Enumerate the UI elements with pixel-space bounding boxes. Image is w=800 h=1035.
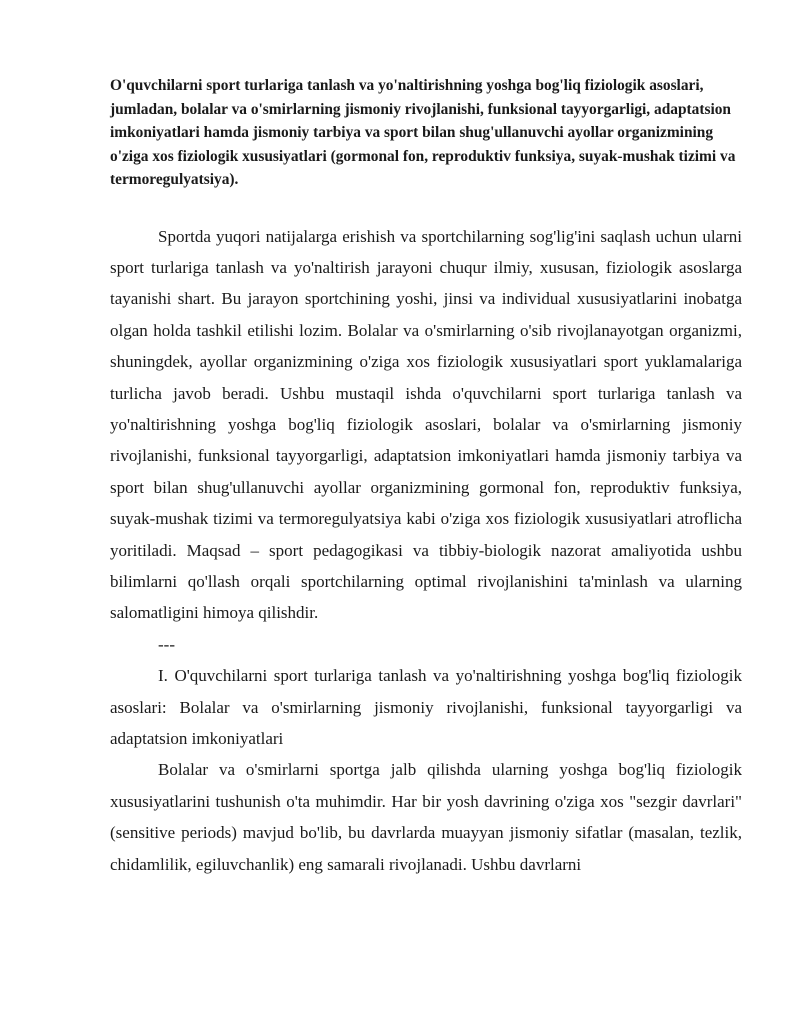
intro-paragraph: Sportda yuqori natijalarga erishish va sportchilarning sog'lig'ini saqlash uchun ularni sport turlariga tanlash va yo'naltirish jarayoni chuqur ilmiy, xususan, fiziologik asoslarga tayanishi shart. Bu jarayon sportchining yoshi, jinsi va individual xususiyatlarini inobatga olgan holda tashkil etilishi lozim. Bolalar va o'smirlarning o'sib rivojlanayotgan organizmi, shuningdek, ayollar organizmining o'ziga xos fiziologik xususiyatlari sport yuklamalariga turlicha javob beradi. Ushbu mustaqil ishda o'quvchilarni sport turlariga tanlash va yo'naltirishning yoshga bog'liq fiziologik asoslari, bolalar va o'smirlarning jismoniy rivojlanishi, funksional tayyorgarligi, adaptatsion imkoniyatlari hamda jismoniy tarbiya va sport bilan shug'ullanuvchi ayollar organizmining gormonal fon, reproduktiv funksiya, suyak-mushak tizimi va termoregulyatsiya kabi o'ziga xos fiziologik xususiyatlari atroflicha yoritiladi. Maqsad – sport pedagogikasi va tibbiy-biologik nazorat amaliyotida ushbu bilimlarni qo'llash orqali sportchilarning optimal rivojlanishini ta'minlash va ularning salomatligini himoya qilishdir. bbox=[110, 226, 742, 623]
document-page bbox=[110, 74, 742, 880]
document-title: O'quvchilarni sport turlariga tanlash va yo'naltirishning yoshga bog'liq fiziologik asoslari, jumladan, bolalar va o'smirlarning jismoniy rivojlanishi, funksional tayyorgarligi, adaptatsion imkoniyatlari hamda jismoniy tarbiya va sport bilan shug'ullanuvchi ayollar organizmining o'ziga xos fiziologik xususiyatlari (gormonal fon, reproduktiv funksiya, suyak-mushak tizimi va termoregulyatsiya). bbox=[110, 77, 736, 188]
section-heading: I. O'quvchilarni sport turlariga tanlash va yo'naltirishning yoshga bog'liq fiziologik asoslari: Bolalar va o'smirlarning jismoniy rivojlanishi, funksional tayyorgarligi va adaptatsion imkoniyatlari bbox=[110, 666, 742, 748]
section-body-paragraph: Bolalar va o'smirlarni sportga jalb qilishda ularning yoshga bog'liq fiziologik xususiyatlarini tushunish o'ta muhimdir. Har bir yosh davrining o'ziga xos "sezgir davrlari" (sensitive periods) mavjud bo'lib, bu davrlarda muayyan jismoniy sifatlar (masalan, tezlik, chidamlilik, egiluvchanlik) eng samarali rivojlanadi. Ushbu davrlarni bbox=[110, 760, 742, 874]
section-separator: --- bbox=[158, 634, 175, 654]
